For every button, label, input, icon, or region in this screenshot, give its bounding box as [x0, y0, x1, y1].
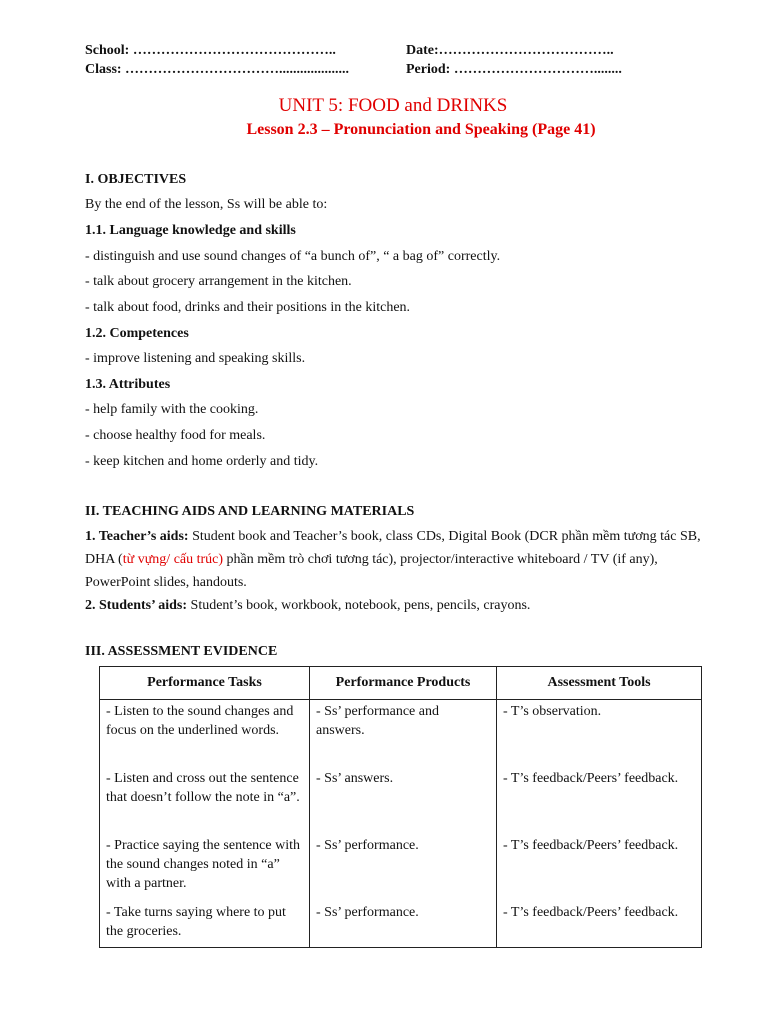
attribute-item: - keep kitchen and home orderly and tidy.	[85, 454, 319, 469]
assessment-heading: III. ASSESSMENT EVIDENCE	[85, 644, 278, 659]
teacher-aids-text: Student book and Teacher’s book, class CDs, Digital Book (DCR phần mềm tương tác SB, DHA (	[85, 529, 701, 567]
teaching-aids-heading: II. TEACHING AIDS AND LEARNING MATERIALS	[85, 504, 415, 519]
column-header: Assessment Tools	[497, 667, 702, 700]
tool-item: - T’s observation.	[503, 704, 602, 719]
column-header: Performance Products	[310, 667, 497, 700]
task-item: - Listen to the sound changes and focus on the underlined words.	[106, 704, 294, 738]
product-item: - Ss’ performance and answers.	[316, 704, 439, 738]
tasks-cell	[100, 700, 310, 948]
objective-item: - talk about food, drinks and their positions in the kitchen.	[85, 300, 411, 315]
product-item: - Ss’ answers.	[316, 771, 394, 786]
objectives-intro: By the end of the lesson, Ss will be able to:	[85, 197, 328, 212]
tool-item: - T’s feedback/Peers’ feedback.	[503, 838, 679, 853]
objectives-heading: I. OBJECTIVES	[85, 172, 187, 187]
student-aids-paragraph	[85, 596, 530, 616]
product-item: - Ss’ performance.	[316, 905, 419, 920]
column-header: Performance Tasks	[100, 667, 310, 700]
date-field: Date:………………………………..	[406, 43, 614, 58]
objective-item: - talk about grocery arrangement in the kitchen.	[85, 274, 352, 289]
teacher-aids-paragraph	[85, 525, 715, 594]
tools-cell	[497, 700, 702, 948]
student-aids-text: Student’s book, workbook, notebook, pens, pencils, crayons.	[187, 598, 531, 613]
period-field: Period: …………………………........	[406, 62, 622, 77]
class-field: Class: ……………………………....................	[85, 62, 350, 77]
competences-heading: 1.2. Competences	[85, 326, 189, 341]
table-header-row	[100, 667, 702, 700]
competence-item: - improve listening and speaking skills.	[85, 351, 306, 366]
attribute-item: - choose healthy food for meals.	[85, 428, 266, 443]
attributes-heading: 1.3. Attributes	[85, 377, 171, 392]
task-item: - Practice saying the sentence with the sound changes noted in “a” with a partner.	[106, 838, 300, 891]
task-item: - Take turns saying where to put the groceries.	[106, 905, 286, 939]
school-field: School: ……………………………………..	[85, 43, 336, 58]
assessment-table	[99, 666, 702, 948]
unit-title: UNIT 5: FOOD and DRINKS	[278, 95, 508, 116]
teacher-aids-label: 1. Teacher’s aids:	[85, 529, 189, 544]
attribute-item: - help family with the cooking.	[85, 402, 259, 417]
tool-item: - T’s feedback/Peers’ feedback.	[503, 905, 679, 920]
teacher-aids-text-end: phần mềm trò chơi tương tác), projector/interactive whiteboard / TV (if any), PowerPoint slides, handouts.	[85, 552, 658, 590]
tool-item: - T’s feedback/Peers’ feedback.	[503, 771, 679, 786]
task-item: - Listen and cross out the sentence that doesn’t follow the note in “a”.	[106, 771, 300, 805]
language-skills-heading: 1.1. Language knowledge and skills	[85, 223, 296, 238]
lesson-title: Lesson 2.3 – Pronunciation and Speaking (Page 41)	[246, 121, 596, 138]
table-row	[100, 700, 702, 948]
objective-item: - distinguish and use sound changes of “a bunch of”, “ a bag of” correctly.	[85, 249, 501, 264]
product-item: - Ss’ performance.	[316, 838, 419, 853]
teacher-aids-highlight: từ vựng/ cấu trúc)	[122, 552, 224, 567]
student-aids-label: 2. Students’ aids:	[85, 598, 188, 613]
products-cell	[310, 700, 497, 948]
